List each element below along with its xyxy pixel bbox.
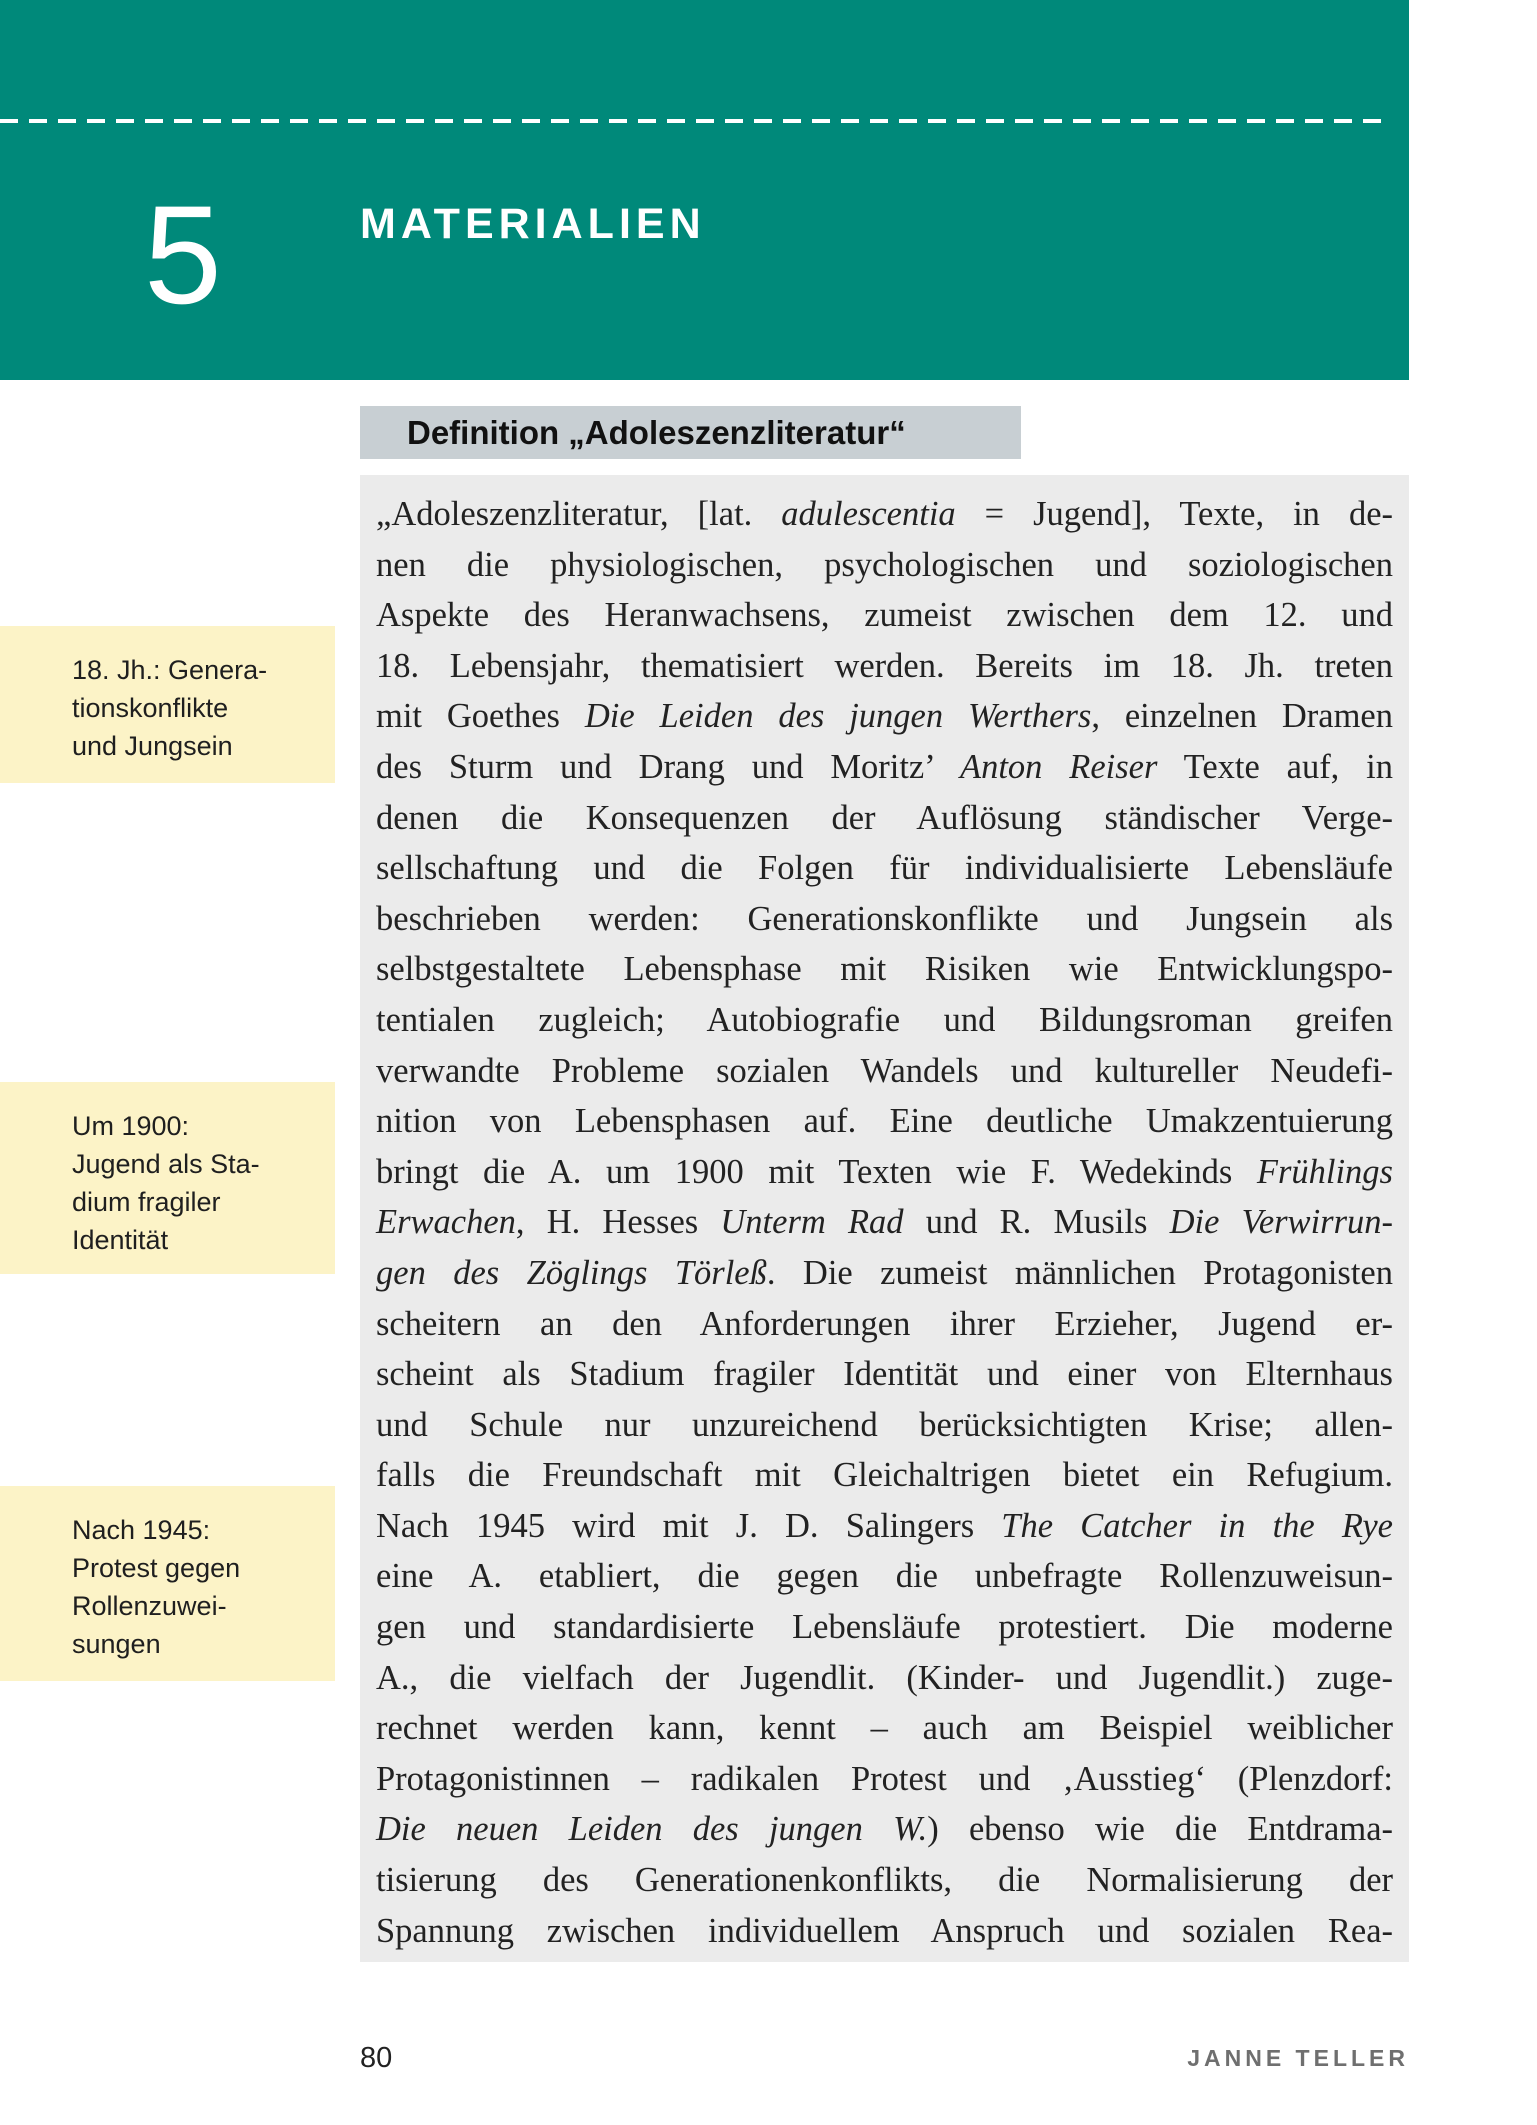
margin-note-line: und Jungsein <box>72 731 233 761</box>
definition-line <box>376 1804 1393 1855</box>
dashed-divider <box>0 119 1385 123</box>
body-text: eine A. etabliert, die gegen die unbefragte Rollenzuweisun- <box>376 1557 1393 1596</box>
body-text: mit Goethes <box>376 697 585 736</box>
body-text: = Jugend], Texte, in de- <box>955 495 1393 533</box>
margin-note-line: Rollenzuwei- <box>72 1591 227 1621</box>
italic-title-text: Die Leiden des jungen Werthers <box>584 697 1092 736</box>
definition-line <box>376 1855 1393 1906</box>
margin-note-line: sungen <box>72 1629 161 1659</box>
margin-note-line: 18. Jh.: Genera- <box>72 655 268 685</box>
body-text: falls die Freundschaft mit Gleichaltrigen bietet ein Refugium. <box>376 1456 1393 1495</box>
body-text: gen und standardisierte Lebensläufe protestiert. Die moderne <box>376 1608 1393 1647</box>
body-text: des Sturm und Drang und Moritz’ <box>376 747 961 786</box>
body-text: denen die Konsequenzen der Auflösung ständischer Verge- <box>376 798 1393 837</box>
definition-line <box>376 1248 1393 1299</box>
body-text: scheitern an den Anforderungen ihrer Erzieher, Jugend er- <box>376 1304 1393 1343</box>
definition-line <box>376 1602 1393 1653</box>
definition-line <box>376 1653 1393 1704</box>
margin-note-line: Um 1900: <box>72 1111 190 1141</box>
definition-line <box>376 1551 1393 1602</box>
chapter-title: MATERIALIEN <box>360 200 706 248</box>
definition-line <box>376 1197 1393 1248</box>
italic-title-text: Unterm Rad <box>720 1203 904 1242</box>
body-text: , H. Hesses <box>515 1203 721 1242</box>
definition-line <box>376 1349 1393 1400</box>
body-text: scheint als Stadium fragiler Identität und einer von Elternhaus <box>376 1355 1393 1394</box>
definition-line <box>376 742 1393 793</box>
margin-note-line: Identität <box>72 1225 169 1255</box>
chapter-number: 5 <box>144 176 222 333</box>
margin-note-line: Jugend als Sta- <box>72 1149 260 1179</box>
definition-line <box>376 843 1393 894</box>
body-text: bringt die A. um 1900 mit Texten wie F. Wedekinds <box>376 1152 1257 1191</box>
definition-line <box>376 894 1393 945</box>
italic-title-text: Anton Reiser <box>960 747 1158 786</box>
body-text: „Adoleszenzliteratur, [lat. <box>376 495 782 533</box>
body-text: Aspekte des Heranwachsens, zumeist zwischen dem 12. und <box>376 596 1393 635</box>
definition-paragraph <box>376 489 1393 1956</box>
body-text: Nach 1945 wird mit J. D. Salingers <box>376 1506 1002 1545</box>
definition-line <box>376 1906 1393 1957</box>
body-text: ) ebenso wie die Entdrama- <box>927 1810 1393 1849</box>
body-text: rechnet werden kann, kennt – auch am Beispiel weiblicher <box>376 1709 1393 1748</box>
margin-note-line: dium fragiler <box>72 1187 221 1217</box>
definition-line <box>376 793 1393 844</box>
body-text: A., die vielfach der Jugendlit. (Kinder- und Jugendlit.) zuge- <box>376 1658 1393 1697</box>
definition-line <box>376 1147 1393 1198</box>
definition-line <box>376 1703 1393 1754</box>
definition-line <box>376 1046 1393 1097</box>
margin-note-1900 <box>0 1082 335 1274</box>
definition-line <box>376 641 1393 692</box>
italic-title-text: Die Verwirrun- <box>1169 1203 1393 1242</box>
chapter-header-band <box>0 0 1409 380</box>
body-text: Texte auf, in <box>1157 747 1394 786</box>
body-text: tentialen zugleich; Autobiografie und Bildungsroman greifen <box>376 1000 1393 1039</box>
definition-line <box>376 540 1393 591</box>
body-text: 18. Lebensjahr, thematisiert werden. Bereits im 18. Jh. treten <box>376 646 1393 685</box>
definition-line <box>376 489 1393 540</box>
definition-heading: Definition „Adoleszenzliteratur“ <box>360 406 1021 459</box>
margin-note-line: Protest gegen <box>72 1553 241 1583</box>
body-text: tisierung des Generationenkonflikts, die Normalisierung der <box>376 1861 1393 1900</box>
italic-title-text: gen des Zöglings Törleß <box>376 1253 767 1292</box>
definition-text-box <box>360 475 1409 1962</box>
body-text: , einzelnen Dramen <box>1091 697 1393 736</box>
italic-title-text: The Catcher in the Rye <box>1001 1506 1393 1545</box>
body-text: sellschaftung und die Folgen für individualisierte Lebensläufe <box>376 849 1393 888</box>
definition-line <box>376 691 1393 742</box>
body-text: Protagonistinnen – radikalen Protest und ‚Ausstieg‘ (Plenzdorf: <box>376 1759 1393 1798</box>
margin-note-1945 <box>0 1486 335 1681</box>
body-text: und R. Musils <box>903 1203 1170 1242</box>
italic-title-text: Die neuen Leiden des jungen W. <box>376 1810 928 1849</box>
body-text: nen die physiologischen, psychologischen und soziologischen <box>376 545 1393 584</box>
definition-line <box>376 1501 1393 1552</box>
definition-line <box>376 944 1393 995</box>
italic-title-text: Erwachen <box>376 1203 516 1242</box>
italic-title-text: adulescentia <box>781 495 956 533</box>
body-text: verwandte Probleme sozialen Wandels und kultureller Neudefi- <box>376 1051 1393 1090</box>
definition-line <box>376 1299 1393 1350</box>
body-text: beschrieben werden: Generationskonflikte und Jungsein als <box>376 899 1393 938</box>
definition-line <box>376 995 1393 1046</box>
margin-note-18th-century <box>0 626 335 783</box>
definition-line <box>376 1450 1393 1501</box>
margin-note-line: Nach 1945: <box>72 1515 211 1545</box>
body-text: Spannung zwischen individuellem Anspruch und sozialen Rea- <box>376 1911 1393 1950</box>
italic-title-text: Frühlings <box>1256 1152 1393 1191</box>
margin-note-line: tionskonflikte <box>72 693 229 723</box>
definition-line <box>376 1400 1393 1451</box>
body-text: und Schule nur unzureichend berücksichtigten Krise; allen- <box>376 1405 1393 1444</box>
definition-line <box>376 1096 1393 1147</box>
footer-author: JANNE TELLER <box>1187 2045 1409 2071</box>
body-text: . Die zumeist männlichen Protagonisten <box>766 1253 1393 1292</box>
page-number: 80 <box>360 2042 393 2074</box>
definition-line <box>376 590 1393 641</box>
definition-line <box>376 1754 1393 1805</box>
body-text: selbstgestaltete Lebensphase mit Risiken wie Entwicklungspo- <box>376 950 1393 989</box>
body-text: nition von Lebensphasen auf. Eine deutliche Umakzentuierung <box>376 1102 1393 1141</box>
